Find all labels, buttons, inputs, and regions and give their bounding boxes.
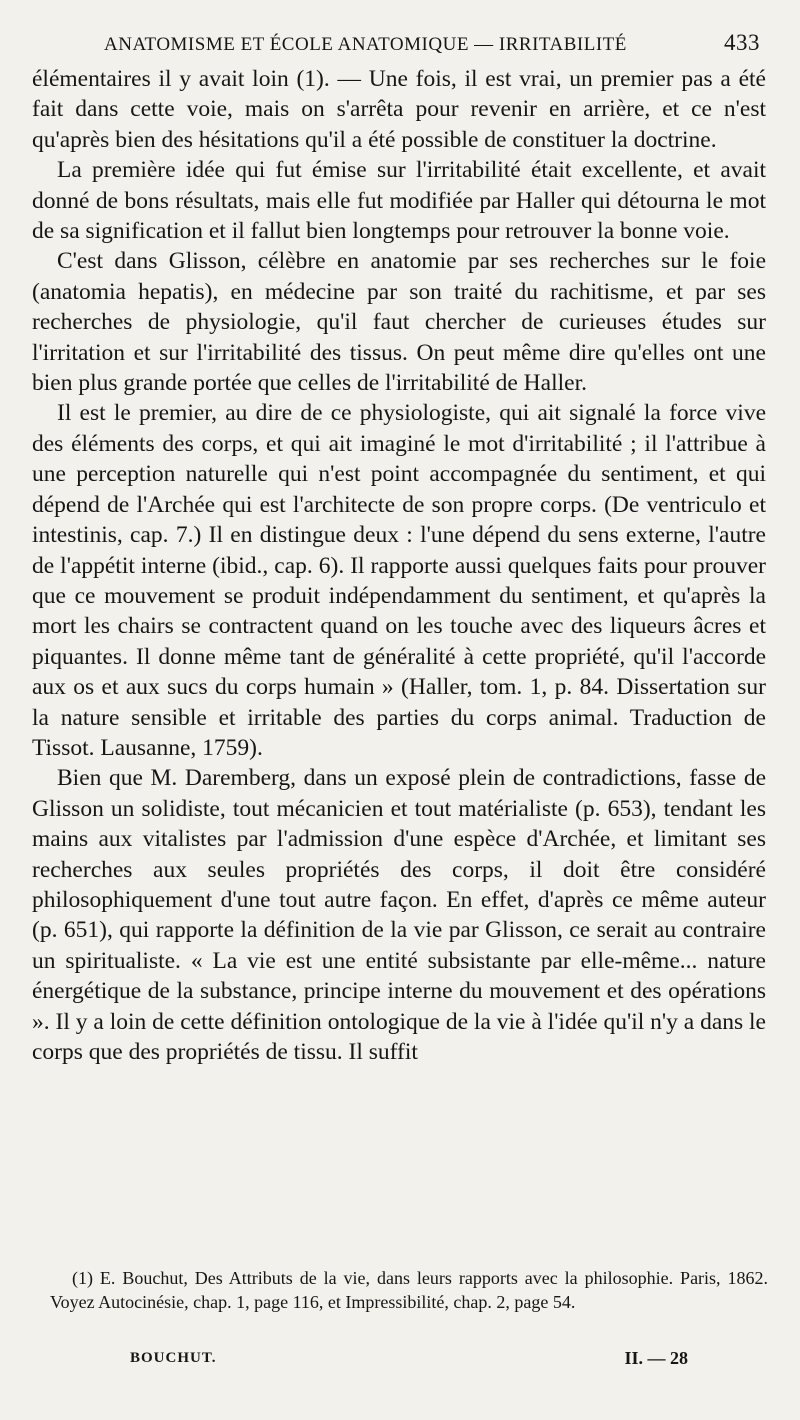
running-head bbox=[104, 30, 760, 60]
paragraph-1: élémentaires il y avait loin (1). — Une fois, il est vrai, un premier pas a été fait dans cette voie, mais on s'arrêta pour revenir en arrière, et ce n'est qu'après bien des hésitations qu'il a été possible de constituer la doctrine. bbox=[32, 66, 766, 153]
sheet-mark: II. — 28 bbox=[624, 1348, 688, 1368]
footnote-1: (1) E. Bouchut, Des Attributs de la vie, dans leurs rapports avec la philosophie. Paris, 1862. Voyez Autocinésie, chap. 1, page 116, et Impressibilité, chap. 2, page 54. bbox=[50, 1268, 768, 1312]
signature-mark: BOUCHUT. bbox=[130, 1350, 217, 1366]
paragraph-2: La première idée qui fut émise sur l'irritabilité était excellente, et avait donné de bons résultats, mais elle fut modifiée par Haller qui détourna le mot de sa signification et il fallut bien longtemps pour retrouver la bonne voie. bbox=[32, 157, 766, 245]
running-head-title: ANATOMISME ET ÉCOLE ANATOMIQUE — IRRITABILITÉ bbox=[104, 34, 627, 55]
paragraph-4: Il est le premier, au dire de ce physiologiste, qui ait signalé la force vive des éléments des corps, et qui ait imaginé le mot d'irritabilité ; il l'attribue à une perception naturelle qui n'est point accompagnée du sentiment, et qui dépend de l'Archée qui est l'architecte de son propre corps. (De ventriculo et intestinis, cap. 7.) Il en distingue deux : l'une dépend du sens externe, l'autre de l'appétit interne (ibid., cap. 6). Il rapporte aussi quelques faits pour prouver que ce mouvement se produit indépendamment du sentiment, et qu'après la mort les chairs se contractent quand on les touche avec des liqueurs âcres et piquantes. Il donne même tant de généralité à cette propriété, qu'il l'accorde aux os et aux sucs du corps humain » (Haller, tom. 1, p. 84. Dissertation sur la nature sensible et irritable des parties du corps animal. Traduction de Tissot. Lausanne, 1759). bbox=[32, 400, 766, 761]
body-text bbox=[32, 64, 766, 1067]
footnotes bbox=[50, 1266, 768, 1314]
page-number: 433 bbox=[724, 30, 760, 55]
paragraph-3: C'est dans Glisson, célèbre en anatomie par ses recherches sur le foie (anatomia hepatis), en médecine par son traité du rachitisme, et par ses recherches de physiologie, qu'il faut chercher de curieuses études sur l'irritation et sur l'irritabilité des tissus. On peut même dire qu'elles ont une bien plus grande portée que celles de l'irritabilité de Haller. bbox=[32, 248, 766, 397]
paragraph-5: Bien que M. Daremberg, dans un exposé plein de contradictions, fasse de Glisson un solidiste, tout mécanicien et tout matérialiste (p. 653), tendant les mains aux vitalistes par l'admission d'une espèce d'Archée, et limitant ses recherches aux seules propriétés des corps, il doit être considéré philosophiquement d'une tout autre façon. En effet, d'après ce même auteur (p. 651), qui rapporte la définition de la vie par Glisson, ce serait au contraire un spiritualiste. « La vie est une entité subsistante par elle-même... nature énergétique de la substance, principe interne du mouvement et des opérations ». Il y a loin de cette définition ontologique de la vie à l'idée qu'il n'y a dans le corps que des propriétés de tissu. Il suffit bbox=[32, 765, 766, 1065]
